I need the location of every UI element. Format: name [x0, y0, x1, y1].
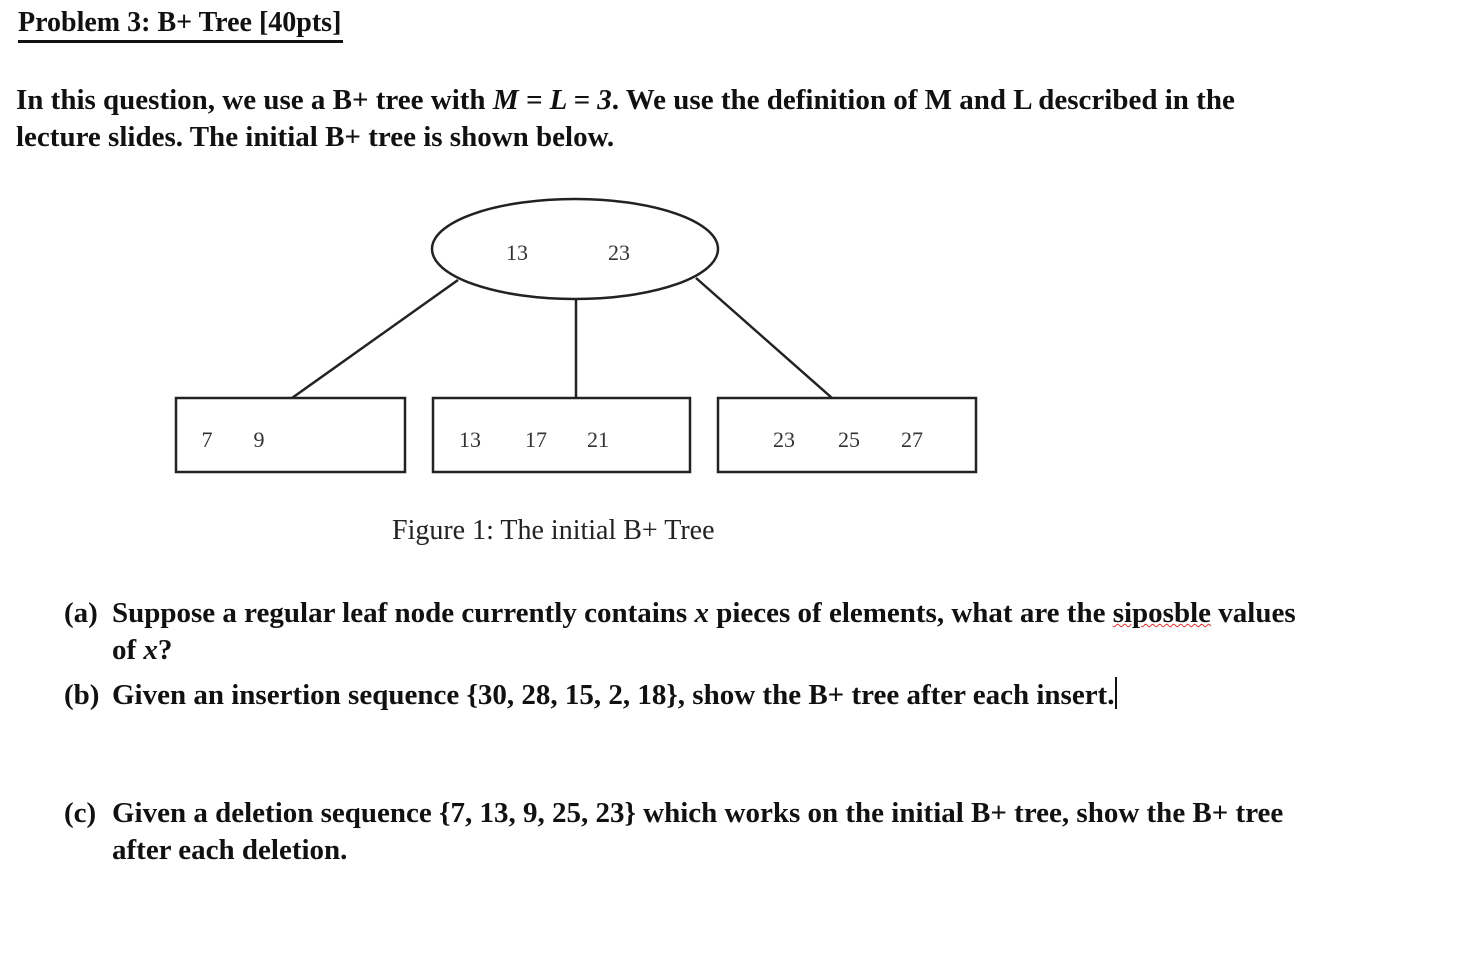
leaf-key: 13	[459, 427, 481, 452]
leaf-key: 7	[201, 427, 213, 452]
leaf-key: 9	[253, 427, 265, 452]
leaf-key: 25	[838, 427, 860, 452]
problem-title: Problem 3: B+ Tree [40pts]	[18, 6, 343, 43]
question-b-label: (b)	[64, 679, 100, 711]
intro-text-1: In this question, we use a B+ tree with	[16, 84, 493, 116]
intro-text-2: . We use the definition of M and L described in the lecture slides. The initial B+ tree is shown below.	[16, 84, 1235, 153]
leaf-key: 23	[773, 427, 795, 452]
question-b	[64, 677, 1314, 714]
figure-caption: Figure 1: The initial B+ Tree	[392, 515, 715, 546]
root-key: 13	[506, 240, 528, 265]
root-key: 23	[608, 240, 630, 265]
question-a	[64, 595, 1314, 669]
question-b-text[interactable]: Given an insertion sequence {30, 28, 15, 2, 18}, show the B+ tree after each insert.	[112, 677, 1314, 714]
question-c	[64, 795, 1314, 869]
leaf-key: 27	[901, 427, 923, 452]
question-a-label: (a)	[64, 597, 98, 629]
tree-edge-left	[292, 280, 458, 398]
root-node	[432, 199, 718, 299]
question-c-label: (c)	[64, 797, 97, 829]
intro-math: M = L = 3	[492, 84, 612, 116]
spellcheck-misspelled-word: siposble	[1112, 597, 1212, 629]
question-a-text: Suppose a regular leaf node currently contains x pieces of elements, what are the siposble values of x?	[112, 597, 1296, 666]
question-c-text: Given a deletion sequence {7, 13, 9, 25, 23} which works on the initial B+ tree, show the B+ tree after each deletion.	[112, 797, 1284, 866]
text-cursor	[1115, 677, 1117, 709]
tree-edge-right	[696, 278, 832, 398]
leaf-key: 17	[525, 427, 547, 452]
leaf-key: 21	[587, 427, 609, 452]
